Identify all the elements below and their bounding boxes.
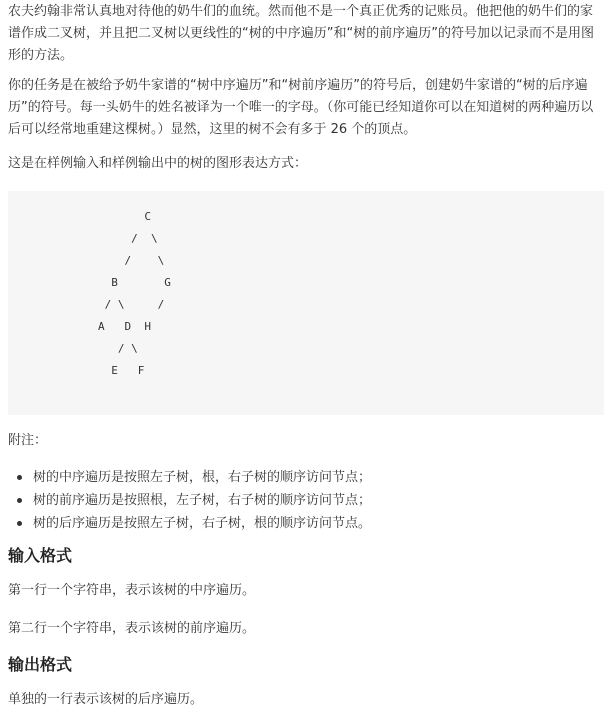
description-paragraph-3: 这是在样例输入和样例输出中的树的图形表达方式： (8, 156, 308, 171)
output-format-line-1: 单独的一行表示该树的后序遍历。 (8, 692, 204, 707)
tree-diagram-block (8, 191, 604, 415)
note-text: 树的前序遍历是按照根，左子树，右子树的顺序访问节点； (33, 493, 372, 508)
note-text: 树的后序遍历是按照左子树，右子树，根的顺序访问节点。 (33, 516, 372, 531)
notes-list (8, 466, 604, 535)
input-format-line-1: 第一行一个字符串，表示该树的中序遍历。 (8, 583, 256, 598)
list-item (8, 489, 604, 512)
input-format-line-2: 第二行一个字符串，表示该树的前序遍历。 (8, 621, 256, 636)
list-item (8, 512, 604, 535)
tree-diagram: C / \ / \ B G / \ / A D H / \ E F (98, 210, 171, 377)
note-text: 树的中序遍历是按照左子树，根，右子树的顺序访问节点； (33, 470, 372, 485)
bullet-icon (17, 475, 22, 480)
input-format-heading: 输入格式 (8, 546, 73, 565)
note-label: 附注： (8, 433, 48, 448)
bullet-icon (17, 521, 22, 526)
list-item (8, 466, 604, 489)
description-paragraph-2: 你的任务是在被给予奶牛家谱的“树中序遍历”和“树前序遍历”的符号后，创建奶牛家谱的“树的后序遍历”的符号。每一头奶牛的姓名被译为一个唯一的字母。（你可能已经知道你可以在知道树的两种遍历以后可以经常地重建这棵树。）显然，这里的树不会有多于 26 个的顶点。 (8, 78, 594, 137)
bullet-icon (17, 498, 22, 503)
output-format-heading: 输出格式 (8, 655, 73, 674)
description-paragraph-1: 农夫约翰非常认真地对待他的奶牛们的血统。然而他不是一个真正优秀的记账员。他把他的奶牛们的家谱作成二叉树，并且把二叉树以更线性的“树的中序遍历”和“树的前序遍历”的符号加以记录而不是用图形的方法。 (8, 4, 594, 63)
